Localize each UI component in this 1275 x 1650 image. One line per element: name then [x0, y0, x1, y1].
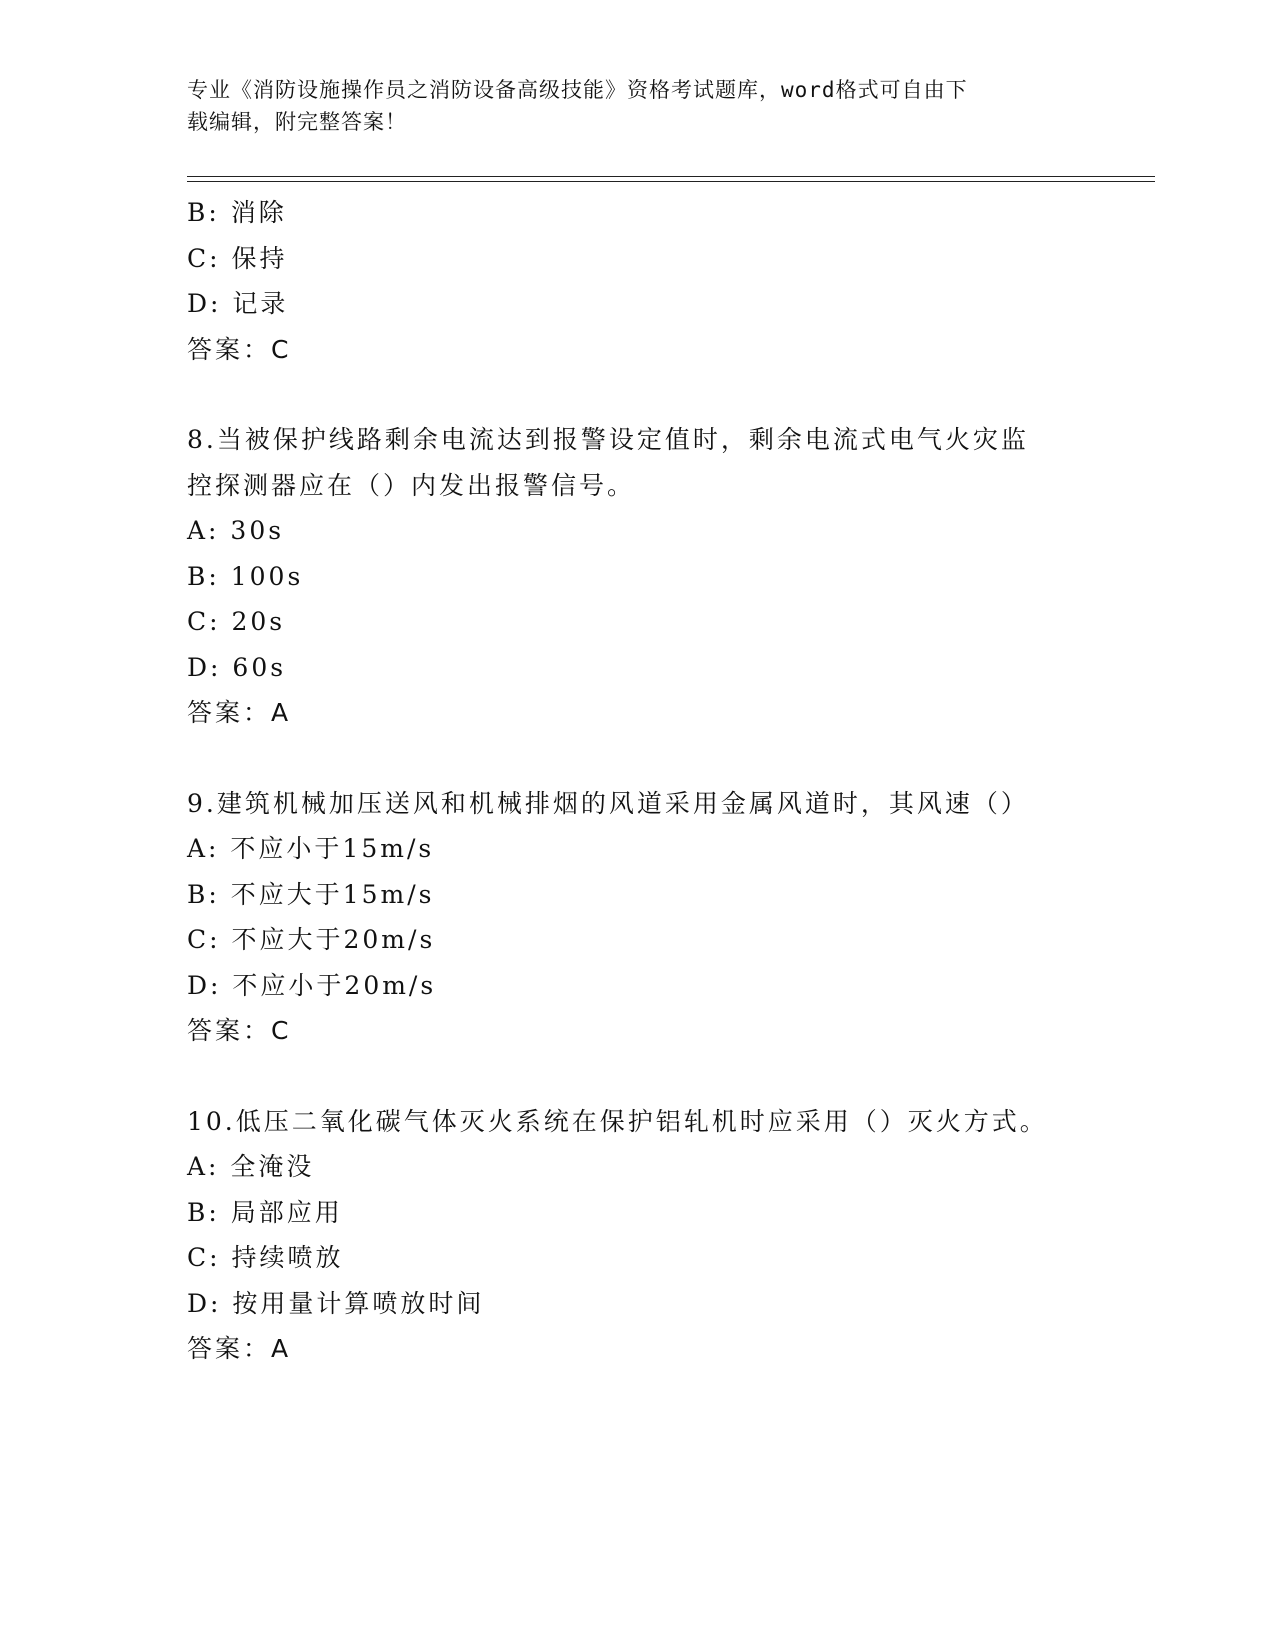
option-b: B: 100s [187, 561, 304, 591]
question-stem: 8.当被保护线路剩余电流达到报警设定值时，剩余电流式电气火灾监 [187, 425, 1029, 454]
question-stem-cont: 控探测器应在（）内发出报警信号。 [187, 470, 636, 500]
header-line-2: 载编辑，附完整答案！ [187, 110, 407, 134]
option-c: C: 不应大于20m/s [187, 925, 436, 954]
question-9 [187, 781, 1155, 1054]
header-rule-bottom [187, 181, 1155, 182]
header-rule-top [187, 176, 1155, 177]
option-a: A: 全淹没 [187, 1152, 315, 1181]
question-8 [187, 417, 1155, 736]
option-d: D: 记录 [187, 289, 289, 318]
option-d: D: 不应小于20m/s [187, 970, 437, 1000]
option-b: B: 消除 [187, 198, 287, 227]
option-a: A: 不应小于15m/s [187, 834, 435, 863]
option-d: D: 60s [187, 652, 287, 682]
option-c: C: 20s [187, 607, 286, 636]
header-line-1: 专业《消防设施操作员之消防设备高级技能》资格考试题库，word格式可自由下 [187, 78, 968, 102]
answer: 答案：C [187, 1016, 292, 1045]
answer: 答案：C [187, 334, 292, 364]
answer: 答案：A [187, 1334, 292, 1363]
option-a: A: 30s [187, 516, 285, 545]
option-c: C: 保持 [187, 243, 288, 273]
answer: 答案：A [187, 698, 292, 727]
option-c: C: 持续喷放 [187, 1243, 344, 1272]
question-stem: 9.建筑机械加压送风和机械排烟的风道采用金属风道时，其风速（） [187, 788, 1029, 818]
question-list [187, 190, 1155, 1372]
option-b: B: 局部应用 [187, 1197, 343, 1227]
option-b: B: 不应大于15m/s [187, 879, 435, 909]
option-d: D: 按用量计算喷放时间 [187, 1288, 485, 1318]
document-header [187, 74, 1067, 138]
question-stem: 10.低压二氧化碳气体灭火系统在保护铝轧机时应采用（）灭火方式。 [187, 1106, 1048, 1136]
question-10 [187, 1099, 1155, 1372]
question-7-continued [187, 190, 1155, 372]
